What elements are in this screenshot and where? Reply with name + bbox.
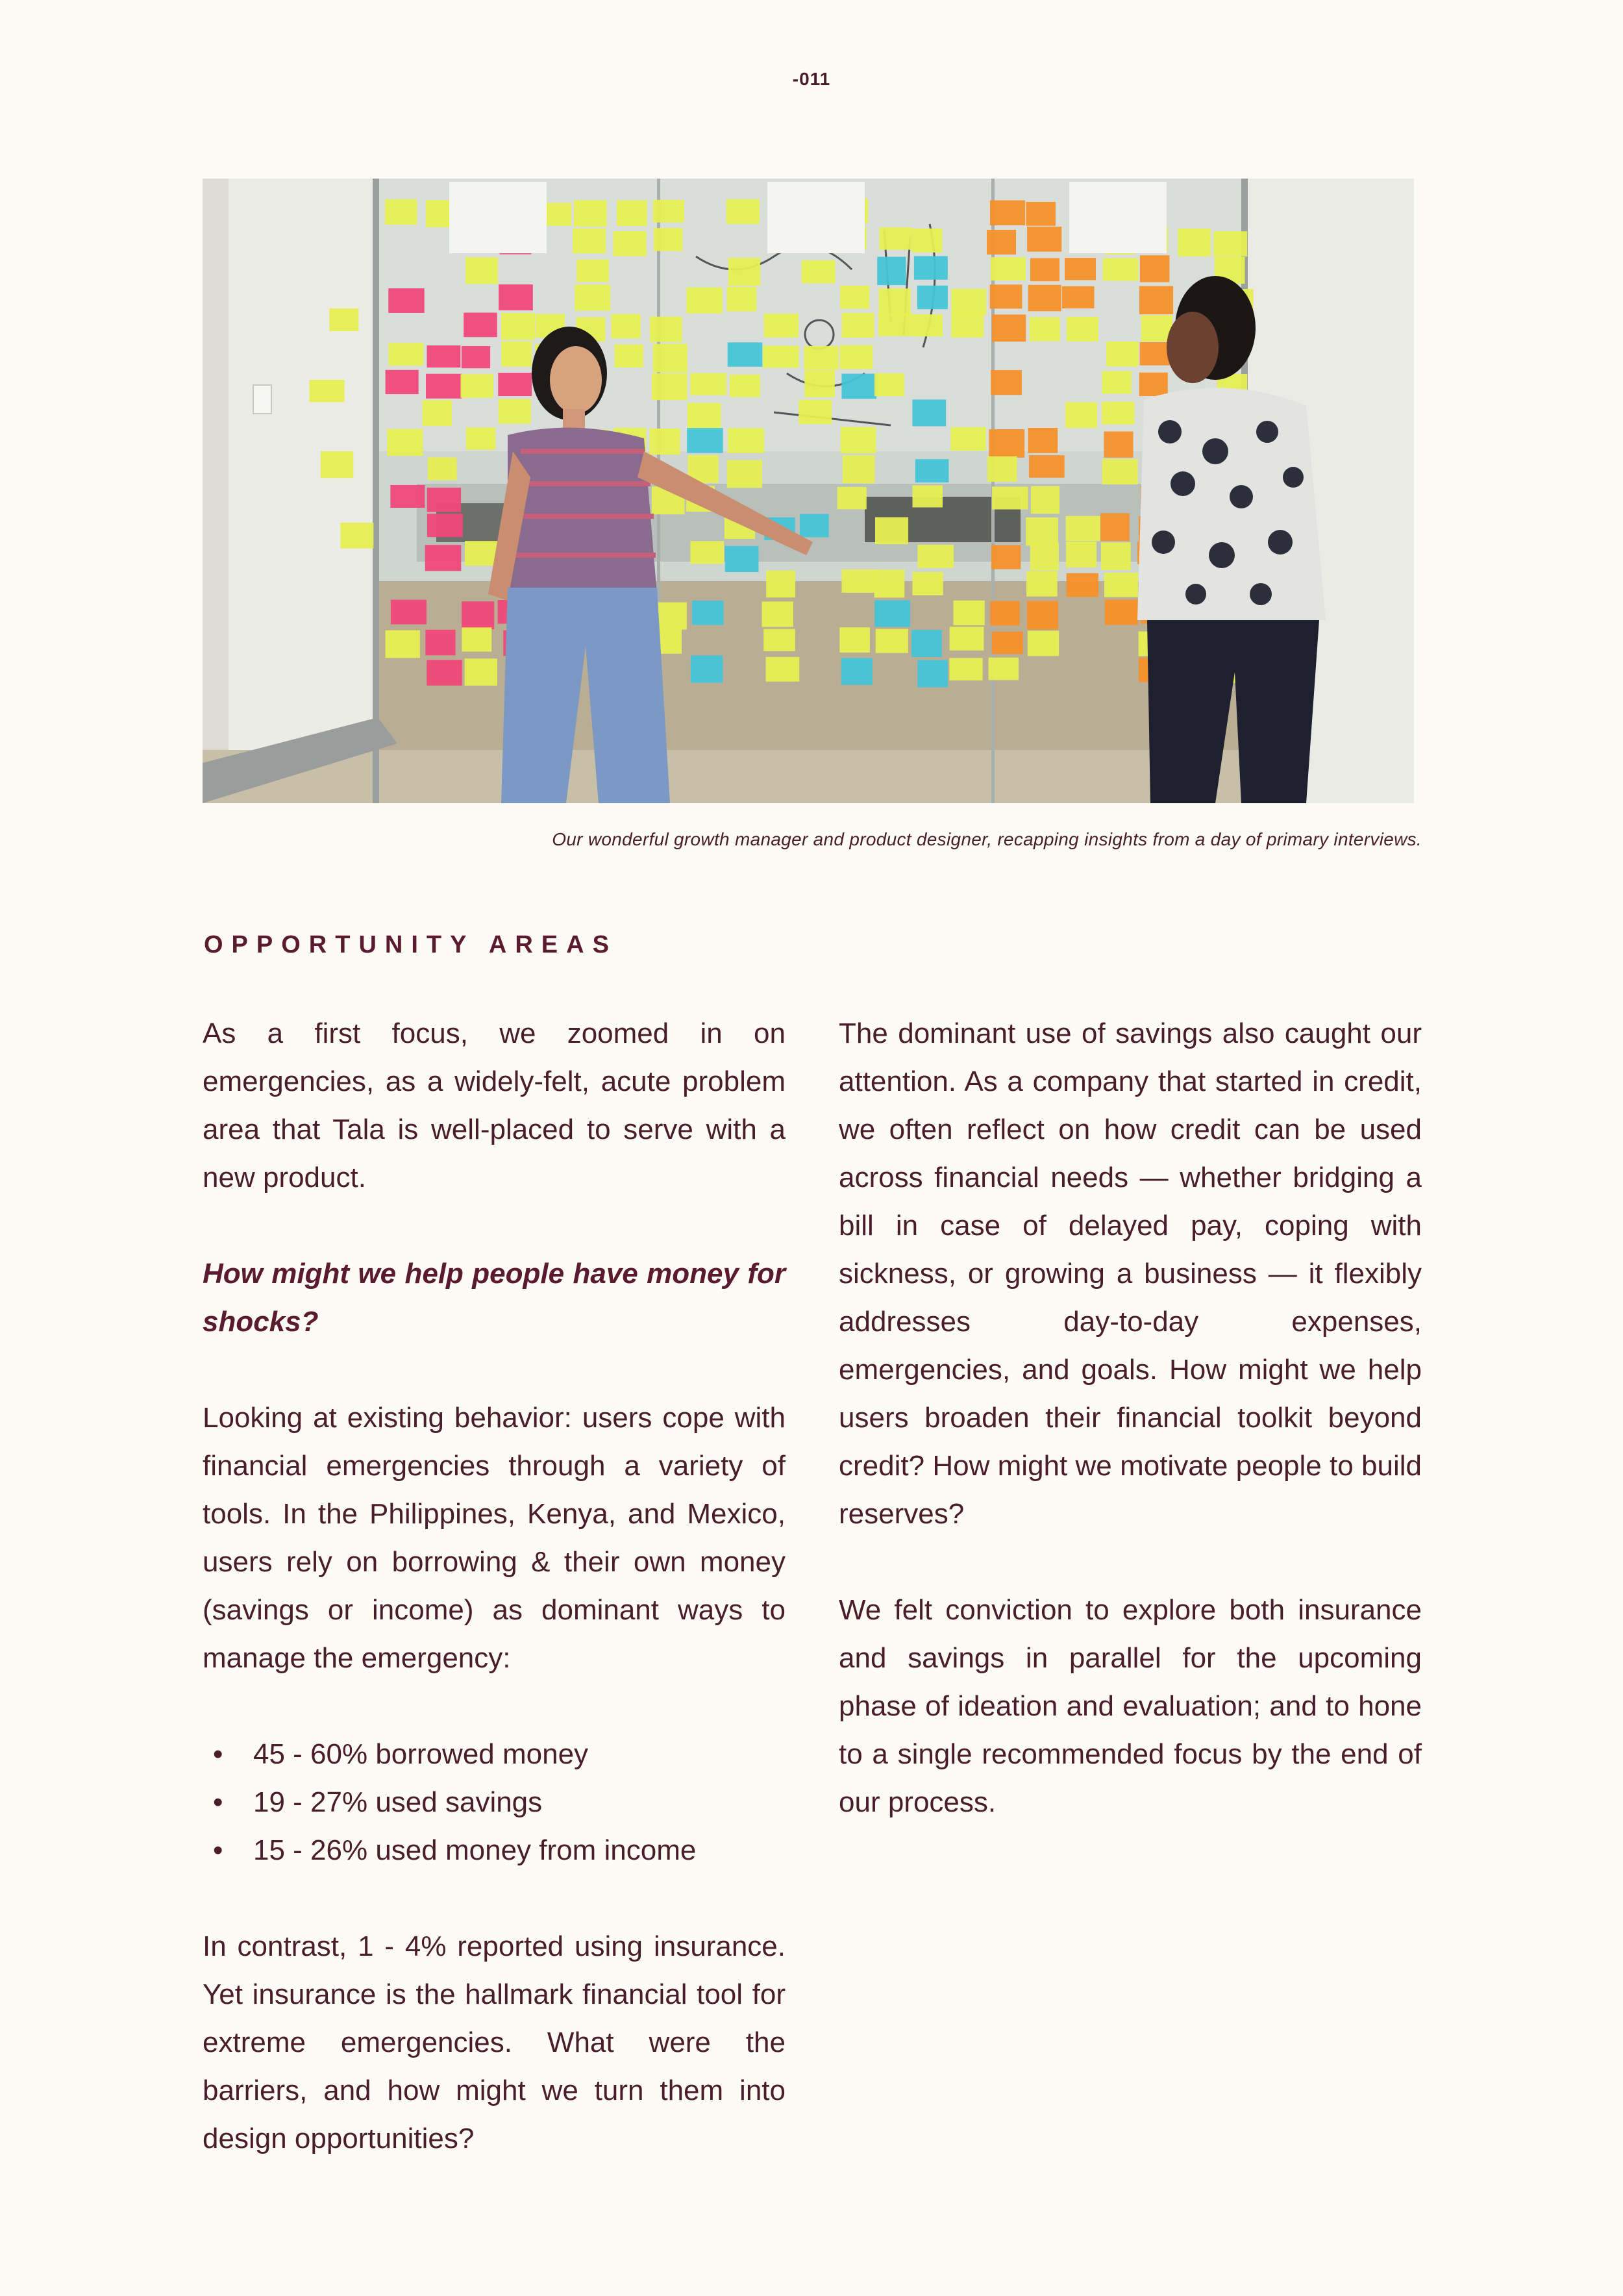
- sticky-note: [1027, 227, 1061, 252]
- sticky-note: [617, 201, 647, 226]
- sticky-note: [1062, 286, 1095, 308]
- sticky-note: [727, 287, 756, 312]
- sticky-note: [917, 660, 948, 688]
- sticky-note: [766, 571, 795, 598]
- sticky-note: [802, 260, 836, 284]
- sticky-note: [501, 342, 532, 367]
- sticky-note: [728, 428, 764, 453]
- sticky-note: [953, 601, 984, 625]
- sticky-note: [840, 345, 873, 369]
- sticky-note: [725, 546, 759, 572]
- sticky-note: [611, 314, 640, 338]
- sticky-note: [1103, 258, 1139, 281]
- sticky-note: [573, 229, 606, 253]
- sticky-note: [912, 572, 943, 595]
- sticky-note: [427, 660, 462, 685]
- sticky-note: [498, 373, 532, 396]
- sticky-note: [1104, 573, 1138, 597]
- sticky-note: [340, 523, 373, 549]
- sticky-note: [690, 373, 726, 395]
- sticky-note: [990, 284, 1022, 308]
- sticky-note: [427, 514, 463, 537]
- sticky-note: [874, 373, 904, 396]
- sticky-note: [576, 260, 608, 282]
- sticky-note: [460, 374, 493, 397]
- page-number: -011: [792, 69, 831, 89]
- sticky-note: [728, 258, 760, 286]
- sticky-note: [913, 485, 943, 507]
- sticky-note: [1030, 258, 1059, 282]
- sticky-note: [691, 655, 723, 682]
- sticky-note: [1139, 373, 1168, 396]
- sticky-note: [466, 427, 495, 449]
- sticky-note: [1066, 542, 1096, 568]
- sticky-note: [917, 545, 954, 568]
- sticky-note: [1066, 516, 1100, 542]
- sticky-note: [690, 541, 724, 564]
- sticky-note: [465, 257, 498, 284]
- sticky-note: [388, 288, 424, 313]
- sticky-note: [917, 286, 948, 309]
- statistics-list: [203, 1730, 786, 1875]
- sticky-note: [653, 344, 688, 373]
- sticky-note: [654, 228, 682, 251]
- sticky-note: [763, 345, 799, 368]
- sticky-note: [1028, 630, 1059, 656]
- bullet-icon: •: [213, 1738, 223, 1770]
- sticky-note: [385, 199, 417, 225]
- sticky-note: [991, 545, 1021, 569]
- sticky-note: [876, 629, 908, 653]
- sticky-note: [613, 231, 647, 256]
- sticky-note: [653, 200, 684, 223]
- sticky-note: [912, 229, 943, 253]
- sticky-note: [766, 657, 800, 682]
- sticky-note: [800, 514, 829, 538]
- sticky-note: [1105, 599, 1138, 625]
- sticky-note: [842, 569, 877, 593]
- sticky-note: [730, 375, 760, 397]
- sticky-note: [499, 399, 531, 423]
- sticky-note: [425, 630, 455, 655]
- photo-caption: Our wonderful growth manager and product designer, recapping insights from a day of primary interviews.: [552, 829, 1422, 849]
- sticky-note: [1029, 455, 1065, 477]
- sticky-note: [839, 627, 870, 653]
- sticky-note: [878, 314, 913, 336]
- sticky-note: [1100, 513, 1130, 541]
- sticky-note: [990, 601, 1020, 626]
- sticky-note: [840, 286, 869, 308]
- sticky-note: [1213, 231, 1247, 256]
- sticky-note: [1026, 571, 1058, 597]
- sticky-note: [727, 460, 762, 488]
- sticky-note: [1102, 402, 1134, 425]
- sticky-note: [1102, 371, 1132, 393]
- sticky-note: [841, 427, 876, 453]
- bullet-icon: •: [213, 1834, 223, 1866]
- conviction-paragraph: We felt conviction to explore both insurance and savings in parallel for the upcoming phase of ideation and evaluation; and to hone to a single recommended focus by the end of our process.: [839, 1594, 1422, 1818]
- sticky-note: [951, 289, 986, 315]
- sticky-note: [843, 455, 875, 483]
- sticky-note: [428, 457, 457, 480]
- sticky-note: [949, 658, 982, 680]
- sticky-note: [650, 317, 682, 342]
- sticky-note: [1102, 459, 1138, 484]
- sticky-note: [687, 428, 723, 453]
- contrast-paragraph: In contrast, 1 - 4% reported using insurance. Yet insurance is the hallmark financial tool for extreme emergencies. What were the barriers, and how might we turn them into design opportunities?: [203, 1930, 786, 2154]
- sticky-note: [728, 342, 763, 366]
- sticky-note: [329, 308, 358, 331]
- sticky-note: [841, 658, 873, 684]
- sticky-note: [386, 630, 420, 658]
- sticky-note: [989, 429, 1024, 458]
- sticky-note: [686, 288, 723, 314]
- sticky-note: [1140, 342, 1171, 366]
- sticky-note: [875, 517, 908, 544]
- sticky-note: [912, 314, 943, 336]
- sticky-note: [688, 403, 721, 431]
- sticky-note: [950, 627, 984, 651]
- sticky-note: [387, 429, 423, 456]
- sticky-note: [1065, 402, 1097, 428]
- sticky-note: [464, 313, 497, 338]
- sticky-note: [912, 399, 946, 426]
- sticky-note: [991, 257, 1026, 281]
- sticky-note: [388, 343, 423, 366]
- sticky-note: [992, 632, 1023, 654]
- behavior-paragraph: Looking at existing behavior: users cope with financial emergencies through a variety of tools. In the Philippines, Kenya, and Mexico, users rely on borrowing & their own money (savings or income) as dominant ways to manage the emergency:: [203, 1402, 786, 1674]
- sticky-note: [874, 600, 910, 627]
- sticky-note: [1065, 258, 1096, 280]
- sticky-note: [1027, 601, 1058, 630]
- sticky-note: [499, 284, 533, 310]
- sticky-note: [1104, 432, 1133, 458]
- sticky-note: [804, 370, 835, 397]
- key-question: How might we help people have money for shocks?: [203, 1258, 786, 1338]
- sticky-note: [1140, 255, 1170, 282]
- bullet-icon: •: [213, 1786, 223, 1818]
- sticky-note: [1101, 542, 1131, 570]
- sticky-note: [1067, 317, 1098, 342]
- sticky-note: [462, 601, 494, 629]
- sticky-note: [427, 488, 461, 512]
- sticky-note: [911, 630, 942, 657]
- sticky-note: [1178, 229, 1210, 256]
- sticky-note: [989, 658, 1019, 680]
- right-column: [839, 1010, 1422, 1875]
- list-item: • 45 - 60% borrowed money: [203, 1730, 786, 1778]
- sticky-note: [615, 345, 643, 368]
- sticky-note: [991, 370, 1022, 395]
- sticky-note: [950, 427, 985, 451]
- sticky-note: [309, 380, 344, 402]
- sticky-note: [726, 199, 760, 224]
- sticky-note: [987, 456, 1017, 482]
- sticky-note: [763, 629, 795, 651]
- sticky-note: [879, 288, 911, 316]
- sticky-note: [842, 313, 874, 338]
- sticky-note: [692, 601, 724, 625]
- section-heading: OPPORTUNITY AREAS: [204, 931, 617, 958]
- sticky-note: [799, 400, 832, 424]
- intro-paragraph: As a first focus, we zoomed in on emergencies, as a widely-felt, acute problem area that Tala is well-placed to serve with a new product.: [203, 1017, 786, 1193]
- sticky-note: [764, 314, 799, 338]
- sticky-note: [992, 486, 1028, 509]
- sticky-note: [1028, 285, 1061, 312]
- sticky-note: [321, 451, 353, 478]
- sticky-note: [914, 256, 948, 279]
- sticky-note: [1030, 543, 1059, 570]
- sticky-note: [575, 284, 610, 310]
- sticky-note: [874, 569, 905, 597]
- sticky-note: [992, 314, 1026, 342]
- sticky-note: [427, 345, 460, 368]
- sticky-note: [1031, 486, 1059, 514]
- savings-paragraph: The dominant use of savings also caught our attention. As a company that started in credit, we often reflect on how credit can be used across financial needs — whether bridging a bill in case of delayed pay, coping with sickness, or growing a business — it flexibly addresses day-to-day expenses, emergencies, and goals. How might we help users broaden their financial toolkit beyond credit? How might we motivate people to build reserves?: [839, 1017, 1422, 1530]
- sticky-note: [386, 370, 419, 394]
- sticky-note: [877, 257, 906, 286]
- left-column: [203, 1010, 786, 2211]
- list-item: • 15 - 26% used money from income: [203, 1827, 786, 1875]
- sticky-note: [1139, 286, 1173, 314]
- sticky-note: [423, 400, 452, 426]
- sticky-note: [837, 487, 867, 510]
- sticky-note: [1030, 317, 1060, 341]
- sticky-note: [1026, 202, 1056, 226]
- sticky-note: [462, 346, 490, 368]
- sticky-note: [990, 201, 1025, 226]
- workshop-photo: [203, 179, 1414, 803]
- sticky-note: [426, 374, 462, 399]
- list-item: • 19 - 27% used savings: [203, 1778, 786, 1827]
- sticky-note: [425, 545, 462, 571]
- sticky-note: [915, 459, 949, 482]
- sticky-note: [1026, 518, 1058, 545]
- sticky-note: [652, 373, 688, 400]
- sticky-note: [649, 429, 680, 455]
- sticky-note: [804, 346, 838, 369]
- sticky-note: [1106, 342, 1139, 366]
- sticky-note: [879, 227, 911, 250]
- sticky-note: [465, 658, 497, 686]
- sticky-note: [1028, 428, 1058, 453]
- photo-workshop-sticky-notes-icon: [203, 179, 1414, 803]
- sticky-note: [841, 373, 876, 399]
- sticky-note: [390, 485, 425, 508]
- sticky-note: [1067, 573, 1098, 597]
- sticky-note: [574, 200, 607, 227]
- sticky-note: [762, 601, 793, 627]
- sticky-note: [462, 627, 491, 651]
- sticky-note: [951, 312, 984, 337]
- sticky-note: [501, 313, 535, 340]
- sticky-note: [987, 230, 1016, 255]
- sticky-note: [391, 600, 427, 625]
